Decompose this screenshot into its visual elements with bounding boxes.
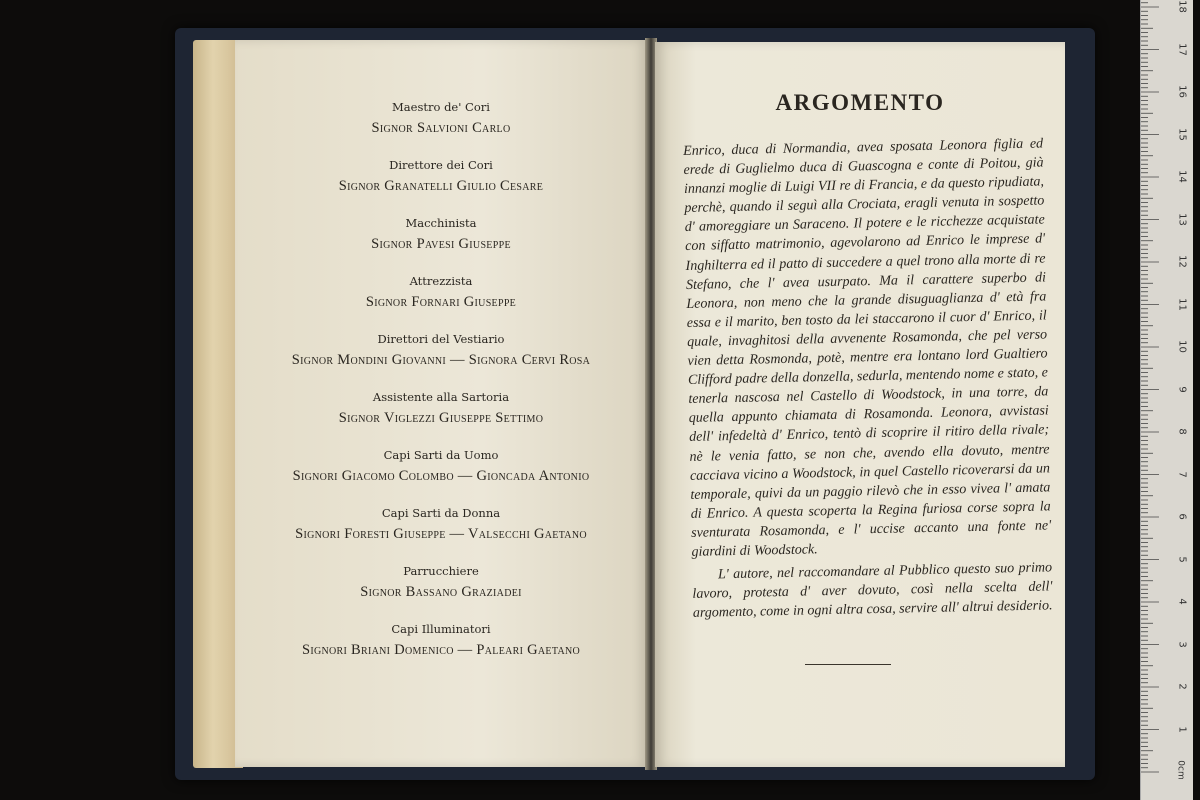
ruler-label: 5: [1176, 555, 1188, 563]
credit-role: Capi Illuminatori: [391, 622, 491, 636]
credit-names: Signori Briani Domenico — Paleari Gaetano: [301, 642, 581, 658]
credit-names: Signori Foresti Giuseppe — Valsecchi Gaetano: [295, 526, 587, 542]
credit-names: Signor Viglezzi Giuseppe Settimo: [338, 410, 544, 426]
ruler-label: 11: [1176, 297, 1188, 311]
ruler-label: 7: [1176, 470, 1188, 478]
credit-names: Signor Granatelli Giulio Cesare: [338, 178, 544, 194]
credit-role: Parrucchiere: [403, 564, 479, 578]
ruler-label: 18: [1176, 0, 1188, 13]
credit-entry: [235, 620, 647, 662]
ruler-label: 2: [1176, 683, 1188, 690]
credit-names: Signor Fornari Giuseppe: [365, 294, 517, 310]
credit-entry: [235, 446, 647, 488]
ruler-label: 6: [1176, 513, 1188, 520]
ruler-label: 17: [1176, 42, 1188, 56]
page-title: ARGOMENTO: [775, 90, 945, 115]
credit-entry: [235, 562, 647, 604]
credit-names: Signor Mondini Giovanni — Signora Cervi Rosa: [291, 352, 591, 368]
argument-text: [683, 134, 1053, 627]
ruler-label: 10: [1176, 340, 1188, 353]
ruler-label: 1: [1176, 725, 1188, 733]
credits-list: [235, 98, 647, 678]
credit-entry: [235, 98, 647, 140]
paragraph: Enrico, duca di Normandia, avea sposata Leonora figlia ed erede di Guglielmo duca di Guascogna e conte di Poitou, già innanzi moglie di Luigi VII re di Francia, e da questo ripudiata, perchè, quando il seguì alla Crociata, eragli venuta in sospetto d' amoreggiare un Saraceno. Il potere e le ricchezze acquistate con siffatto matrimonio, agevolarono ad Enrico le imprese d' Inghilterra ed il patto di succedere a quel trono alla morte di re Stefano, che l' avea usurpato. Ma il carattere superbo di Leonora, non meno che la grande disuguaglianza d' età fra essa e il marito, ben tosto da lei staccarono il cuor d' Enrico, il quale, invaghitosi della avvenente Rosamonda, che pel verso vien detta Rosmonda, potè, mentre era lontano lord Gualtiero Clifford padre della donzella, sedurla, mentendo nome e stato, e tenerla nascosa nel Castello di Woodstock, in una torre, da quella appunto chiamata di Rosamonda. Leonora, avvistasi dell' infedeltà d' Enrico, tentò di scoprire il ritiro della rivale; nè le venia fatto, se non che, avendo ella dovuto, mentre cacciava vicino a Woodstock, in quel Castello ricoverarsi da un temporale, quivi da un paggio rilevò che in esso vivea l' amata di Enrico. A questa scoperta la Regina furiosa corse sopra la sventurata Rosamonda, e l' uccise accanto una fonte ne' giardini di Woodstock.: [683, 136, 1052, 560]
ruler-label: 13: [1176, 212, 1188, 226]
credit-role: Macchinista: [405, 216, 477, 230]
ruler-label: 9: [1176, 385, 1188, 393]
ruler-label: 14: [1176, 170, 1188, 183]
credit-role: Capi Sarti da Donna: [381, 506, 501, 520]
credit-role: Attrezzista: [409, 274, 473, 288]
credit-entry: [235, 272, 647, 314]
credit-entry: [235, 330, 647, 372]
credit-role: Assistente alla Sartoria: [372, 390, 510, 404]
credit-names: Signor Bassano Graziadei: [360, 584, 522, 600]
credit-role: Capi Sarti da Uomo: [383, 448, 499, 462]
credit-role: Direttore dei Cori: [389, 158, 493, 172]
ruler-label: 15: [1176, 127, 1188, 141]
credit-entry: [235, 388, 647, 430]
credit-role: Maestro de' Cori: [392, 100, 490, 114]
credit-names: Signor Pavesi Giuseppe: [371, 236, 511, 252]
divider: [805, 664, 891, 665]
credit-names: Signori Giacomo Colombo — Gioncada Antonio: [292, 468, 590, 484]
measuring-ruler: [1140, 0, 1193, 800]
credit-names: Signor Salvioni Carlo: [371, 120, 511, 136]
ruler-unit: 0cm: [1175, 760, 1186, 780]
ruler-label: 12: [1176, 255, 1188, 268]
credit-entry: [235, 214, 647, 256]
right-page: [655, 42, 1065, 767]
left-page: [235, 40, 647, 767]
ruler-label: 8: [1176, 428, 1188, 435]
paragraph: L' autore, nel raccomandare al Pubblico questo suo primo lavoro, protesta d' aver dovuto, così nella scelta dell' argomento, come in ogni altra cosa, servire all' altrui desiderio.: [692, 560, 1053, 622]
ruler-label: 16: [1176, 85, 1188, 98]
ruler-label: 4: [1176, 598, 1188, 605]
ruler-label: 3: [1176, 640, 1188, 648]
credit-entry: [235, 504, 647, 546]
credit-role: Direttori del Vestiario: [377, 332, 505, 346]
credit-entry: [235, 156, 647, 198]
